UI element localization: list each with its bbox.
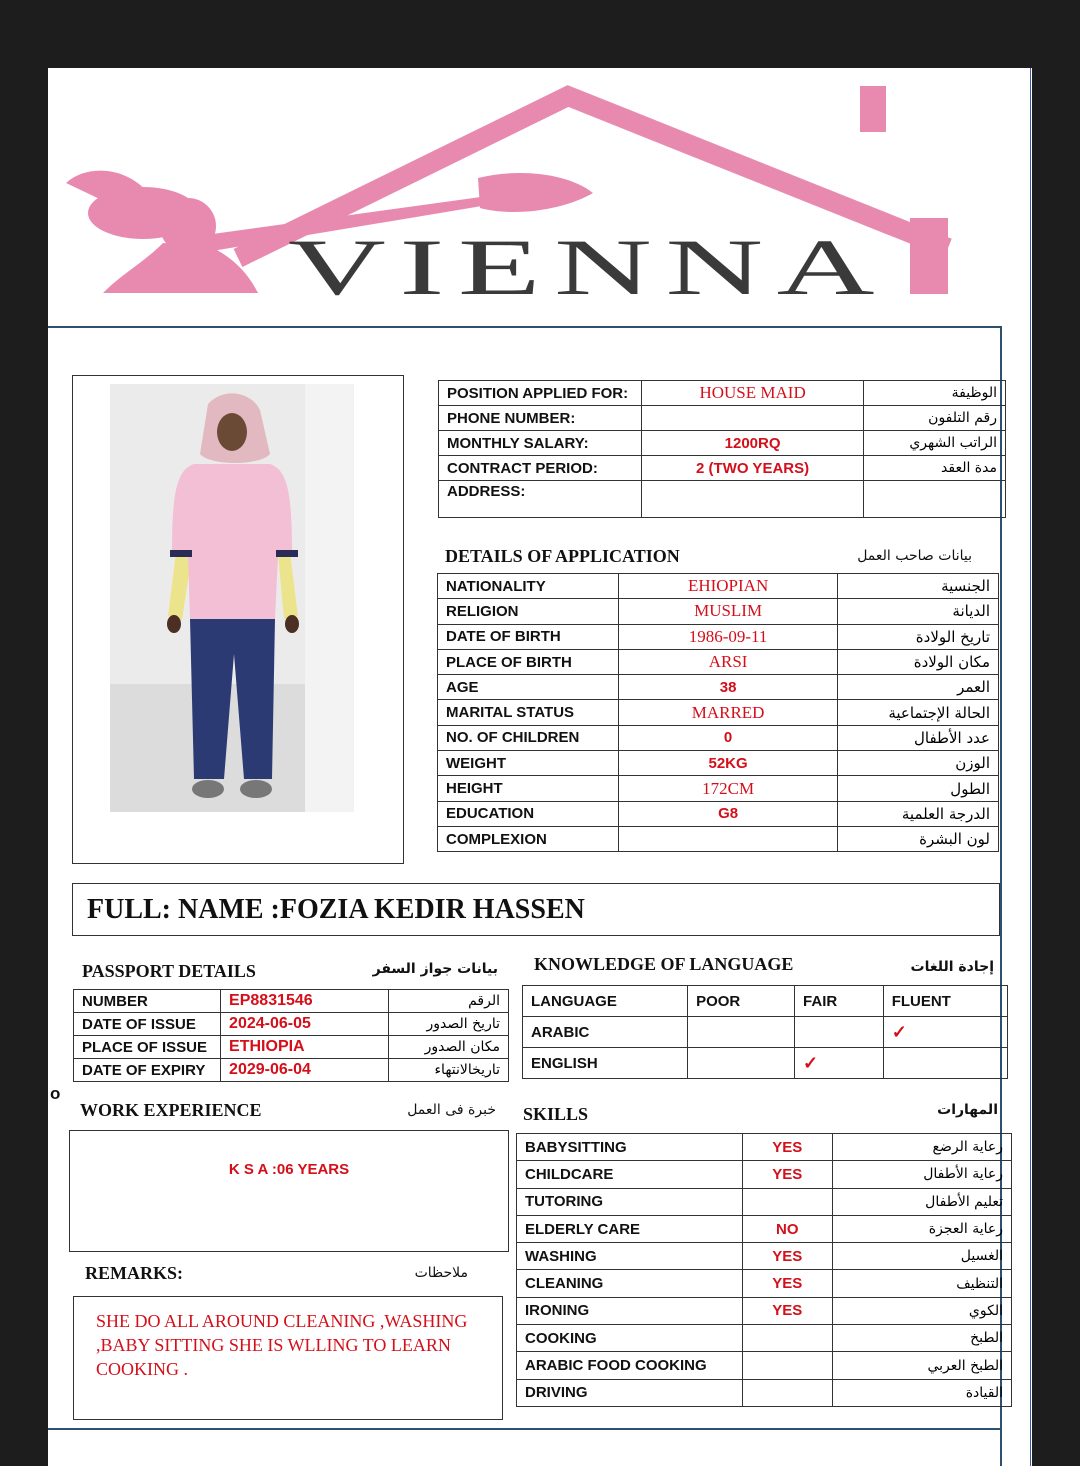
passport-value: 2024-06-05 <box>221 1013 389 1036</box>
details-label-ar: الطول <box>838 776 999 801</box>
details-label-ar: لون البشرة <box>838 826 999 851</box>
passport-value: 2029-06-04 <box>221 1059 389 1082</box>
details-value: 1986-09-11 <box>618 624 837 649</box>
skill-value <box>742 1325 832 1352</box>
language-header: FAIR <box>795 986 884 1017</box>
stray-mark: o <box>50 1084 61 1103</box>
position-label-ar: مدة العقد <box>864 456 1006 481</box>
skill-label-ar: الطبخ العربي <box>832 1352 1011 1379</box>
skills-row <box>517 1352 1012 1379</box>
passport-label: NUMBER <box>74 990 221 1013</box>
language-name: ARABIC <box>523 1017 688 1048</box>
skill-label-ar: رعاية الأطفال <box>832 1161 1011 1188</box>
details-label: EDUCATION <box>438 801 619 826</box>
skill-value: NO <box>742 1215 832 1242</box>
work-box <box>69 1130 509 1252</box>
details-value <box>618 826 837 851</box>
passport-row <box>74 1013 509 1036</box>
skill-value: YES <box>742 1134 832 1161</box>
work-title-ar: خبرة فى العمل <box>407 1102 496 1118</box>
skill-label-ar: رعاية الرضع <box>832 1134 1011 1161</box>
position-value: 1200RQ <box>641 431 864 456</box>
skill-value <box>742 1188 832 1215</box>
details-row <box>438 700 999 725</box>
skill-label: CLEANING <box>517 1270 743 1297</box>
details-row <box>438 751 999 776</box>
skills-row <box>517 1325 1012 1352</box>
details-value: ARSI <box>618 649 837 674</box>
details-label: AGE <box>438 675 619 700</box>
passport-label: PLACE OF ISSUE <box>74 1036 221 1059</box>
details-value: EHIOPIAN <box>618 574 837 599</box>
position-row <box>439 481 1006 518</box>
skill-label: DRIVING <box>517 1379 743 1406</box>
position-row <box>439 456 1006 481</box>
details-label: MARITAL STATUS <box>438 700 619 725</box>
details-label: HEIGHT <box>438 776 619 801</box>
remarks-line: SHE DO ALL AROUND CLEANING ,WASHING <box>96 1311 468 1331</box>
frame-right-outer <box>1030 68 1031 1466</box>
passport-label: DATE OF ISSUE <box>74 1013 221 1036</box>
frame-bottom <box>48 1428 1002 1430</box>
details-row <box>438 725 999 750</box>
position-value <box>641 481 864 518</box>
details-value: 38 <box>618 675 837 700</box>
details-label-ar: الجنسية <box>838 574 999 599</box>
details-table <box>437 573 999 852</box>
skill-label: BABYSITTING <box>517 1134 743 1161</box>
logo-wordmark: VIENNA <box>288 224 888 312</box>
skills-table <box>516 1133 1012 1407</box>
skill-label-ar: رعاية العجزة <box>832 1215 1011 1242</box>
details-label: NO. OF CHILDREN <box>438 725 619 750</box>
language-header: LANGUAGE <box>523 986 688 1017</box>
skill-value <box>742 1379 832 1406</box>
skill-label: ELDERLY CARE <box>517 1215 743 1242</box>
position-row <box>439 406 1006 431</box>
language-level-cell <box>688 1017 795 1048</box>
frame-top <box>48 326 1002 328</box>
remarks-line: ,BABY SITTING SHE IS WLLING TO LEARN <box>96 1335 451 1355</box>
details-label-ar: الوزن <box>838 751 999 776</box>
position-value: 2 (TWO YEARS) <box>641 456 864 481</box>
skill-label-ar: الكوي <box>832 1297 1011 1324</box>
language-level-cell <box>883 1017 1007 1048</box>
skill-label: COOKING <box>517 1325 743 1352</box>
skills-row <box>517 1243 1012 1270</box>
position-label: ADDRESS: <box>439 481 642 518</box>
details-label: RELIGION <box>438 599 619 624</box>
passport-table <box>73 989 509 1082</box>
skills-row <box>517 1188 1012 1215</box>
details-label-ar: عدد الأطفال <box>838 725 999 750</box>
skill-label: TUTORING <box>517 1188 743 1215</box>
language-title: KNOWLEDGE OF LANGUAGE <box>534 954 794 974</box>
language-level-cell <box>795 1048 884 1079</box>
passport-title-ar: بيانات جواز السفر <box>372 961 498 977</box>
details-label-ar: مكان الولادة <box>838 649 999 674</box>
passport-row <box>74 1036 509 1059</box>
details-row <box>438 574 999 599</box>
applicant-photo <box>110 384 354 812</box>
details-label-ar: تاريخ الولادة <box>838 624 999 649</box>
details-row <box>438 675 999 700</box>
skill-label-ar: تعليم الأطفال <box>832 1188 1011 1215</box>
details-label: PLACE OF BIRTH <box>438 649 619 674</box>
details-label: DATE OF BIRTH <box>438 624 619 649</box>
details-row <box>438 826 999 851</box>
language-level-cell <box>795 1017 884 1048</box>
skill-value: YES <box>742 1297 832 1324</box>
details-value: G8 <box>618 801 837 826</box>
vienna-logo <box>48 68 1032 328</box>
position-row <box>439 381 1006 406</box>
skills-title: SKILLS <box>523 1104 589 1124</box>
passport-label-ar: تاريخ الصدور <box>388 1013 508 1036</box>
skills-title-ar: المهارات <box>937 1102 998 1118</box>
details-value: MUSLIM <box>618 599 837 624</box>
position-value: HOUSE MAID <box>641 381 864 406</box>
details-value: 172CM <box>618 776 837 801</box>
details-label: NATIONALITY <box>438 574 619 599</box>
passport-label-ar: تاريخالانتهاء <box>388 1059 508 1082</box>
skills-row <box>517 1215 1012 1242</box>
passport-label-ar: الرقم <box>388 990 508 1013</box>
language-header: POOR <box>688 986 795 1017</box>
full-name: FULL: NAME :FOZIA KEDIR HASSEN <box>87 894 585 925</box>
passport-value: EP8831546 <box>221 990 389 1013</box>
details-row <box>438 624 999 649</box>
work-title: WORK EXPERIENCE <box>80 1100 262 1120</box>
details-label: WEIGHT <box>438 751 619 776</box>
work-text: K S A :06 YEARS <box>228 1161 350 1178</box>
details-row <box>438 776 999 801</box>
details-label-ar: الديانة <box>838 599 999 624</box>
passport-label-ar: مكان الصدور <box>388 1036 508 1059</box>
skill-label: WASHING <box>517 1243 743 1270</box>
details-label: COMPLEXION <box>438 826 619 851</box>
passport-row <box>74 1059 509 1082</box>
remarks-line: COOKING . <box>96 1359 188 1379</box>
details-title: DETAILS OF APPLICATION <box>445 546 680 566</box>
language-level-cell <box>883 1048 1007 1079</box>
passport-label: DATE OF EXPIRY <box>74 1059 221 1082</box>
skill-label: IRONING <box>517 1297 743 1324</box>
language-row <box>523 1017 1008 1048</box>
position-label-ar: الراتب الشهري <box>864 431 1006 456</box>
details-value: 0 <box>618 725 837 750</box>
language-header-row <box>523 986 1008 1017</box>
check-mark-icon: ✓ <box>803 1052 819 1073</box>
skills-row <box>517 1134 1012 1161</box>
position-label-ar: رقم التلفون <box>864 406 1006 431</box>
language-name: ENGLISH <box>523 1048 688 1079</box>
position-label: CONTRACT PERIOD: <box>439 456 642 481</box>
full-name-box <box>72 883 1000 936</box>
language-table <box>522 985 1008 1079</box>
position-label: MONTHLY SALARY: <box>439 431 642 456</box>
remarks-title: REMARKS: <box>85 1263 183 1283</box>
position-label: POSITION APPLIED FOR: <box>439 381 642 406</box>
details-label-ar: الحالة الإجتماعية <box>838 700 999 725</box>
position-label-ar: الوظيفة <box>864 381 1006 406</box>
details-label-ar: العمر <box>838 675 999 700</box>
language-row <box>523 1048 1008 1079</box>
passport-title: PASSPORT DETAILS <box>82 961 256 981</box>
details-title-ar: بيانات صاحب العمل <box>857 548 972 564</box>
details-row <box>438 801 999 826</box>
skill-label: ARABIC FOOD COOKING <box>517 1352 743 1379</box>
skills-row <box>517 1270 1012 1297</box>
position-row <box>439 431 1006 456</box>
position-label: PHONE NUMBER: <box>439 406 642 431</box>
skill-label-ar: القيادة <box>832 1379 1011 1406</box>
passport-row <box>74 990 509 1013</box>
details-label-ar: الدرجة العلمية <box>838 801 999 826</box>
skill-label-ar: التنظيف <box>832 1270 1011 1297</box>
position-label-ar <box>864 481 1006 518</box>
applicant-photo-frame <box>72 375 404 864</box>
skills-row <box>517 1297 1012 1324</box>
skill-value: YES <box>742 1161 832 1188</box>
skill-value: YES <box>742 1270 832 1297</box>
skill-label-ar: الغسيل <box>832 1243 1011 1270</box>
logo-graphic <box>48 68 1032 328</box>
language-level-cell <box>688 1048 795 1079</box>
cv-page <box>48 68 1032 1466</box>
language-title-ar: إجادة اللغات <box>910 959 994 975</box>
language-header: FLUENT <box>883 986 1007 1017</box>
skill-label-ar: الطبخ <box>832 1325 1011 1352</box>
details-value: MARRED <box>618 700 837 725</box>
position-table <box>438 380 1006 518</box>
skill-label: CHILDCARE <box>517 1161 743 1188</box>
check-mark-icon: ✓ <box>891 1021 907 1042</box>
skills-row <box>517 1379 1012 1406</box>
details-row <box>438 599 999 624</box>
skill-value: YES <box>742 1243 832 1270</box>
skills-row <box>517 1161 1012 1188</box>
position-value <box>641 406 864 431</box>
skill-value <box>742 1352 832 1379</box>
details-row <box>438 649 999 674</box>
passport-value: ETHIOPIA <box>221 1036 389 1059</box>
remarks-box <box>73 1296 503 1420</box>
remarks-title-ar: ملاحظات <box>414 1265 468 1281</box>
details-value: 52KG <box>618 751 837 776</box>
